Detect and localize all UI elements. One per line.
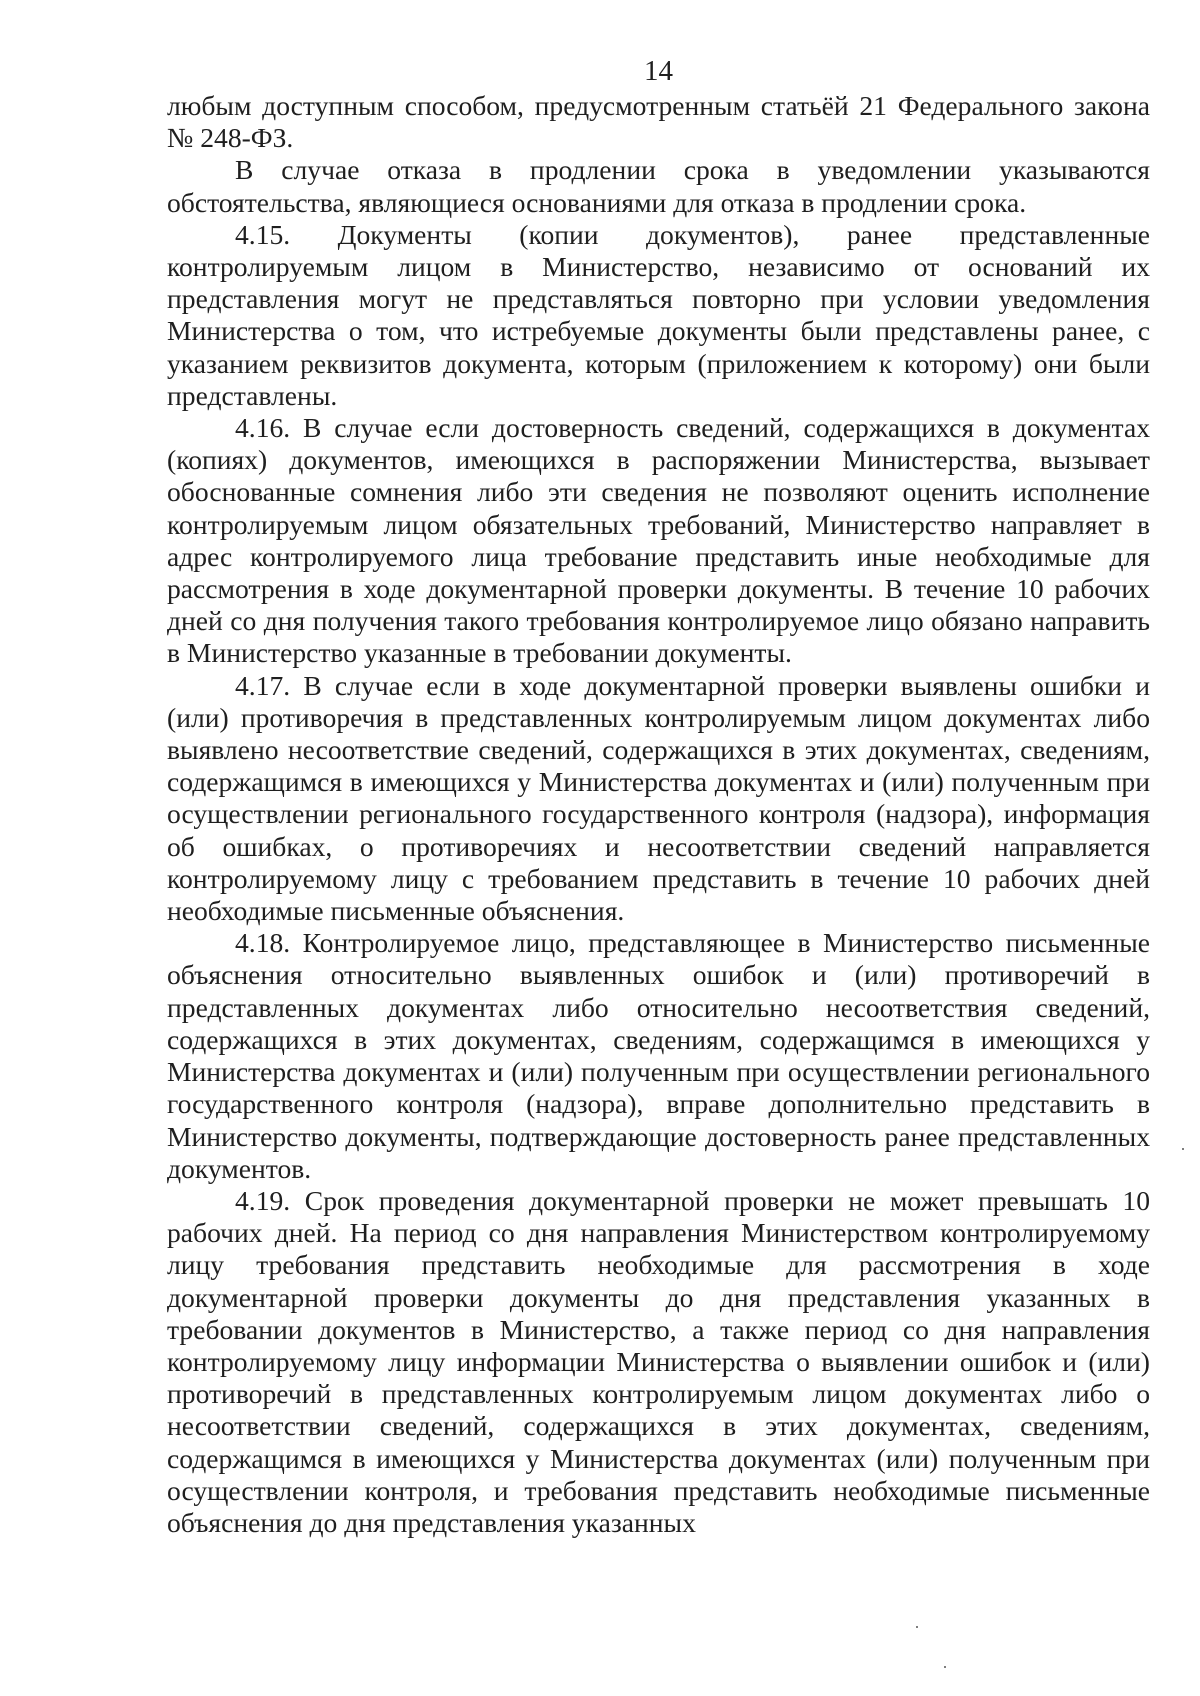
paragraph-continuation: любым доступным способом, предусмотренным статьёй 21 Федерального закона № 248-ФЗ.: [167, 90, 1150, 154]
page-number: 14: [644, 55, 673, 87]
paragraph-4-17: 4.17. В случае если в ходе документарной проверки выявлены ошибки и (или) противоречия в представленных контролируемым лицом документах либо выявлено несоответствие сведений, содержащихся в этих документах, сведениям, содержащимся в имеющихся у Министерства документах и (или) полученным при осуществлении регионального государственного контроля (надзора), информация об ошибках, о противоречиях и несоответствии сведений направляется контролируемому лицу с требованием представить в течение 10 рабочих дней необходимые письменные объяснения.: [167, 669, 1150, 927]
scan-speck: [944, 1666, 946, 1668]
paragraph-4-19: 4.19. Срок проведения документарной проверки не может превышать 10 рабочих дней. На период со дня направления Министерством контролируемому лицу требования представить необходимые для рассмотрения в ходе документарной проверки документы до дня представления указанных в требовании документов в Министерство, а также период со дня направления контролируемому лицу информации Министерства о выявлении ошибок и (или) противоречий в представленных контролируемым лицом документах либо о несоответствии сведений, содержащихся в этих документах, сведениям, содержащимся в имеющихся у Министерства документах (или) полученным при осуществлении контроля, и требования представить необходимые письменные объяснения до дня представления указанных: [167, 1184, 1150, 1538]
scan-speck: [916, 1626, 918, 1628]
scan-speck: [1182, 1148, 1184, 1150]
paragraph-4-16: 4.16. В случае если достоверность сведений, содержащихся в документах (копиях) документов, имеющихся в распоряжении Министерства, вызывает обоснованные сомнения либо эти сведения не позволяют оценить исполнение контролируемым лицом обязательных требований, Министерство направляет в адрес контролируемого лица требование представить иные необходимые для рассмотрения в ходе документарной проверки документы. В течение 10 рабочих дней со дня получения такого требования контролируемое лицо обязано направить в Министерство указанные в требовании документы.: [167, 412, 1150, 669]
paragraph-4-18: 4.18. Контролируемое лицо, представляющее в Министерство письменные объяснения относительно выявленных ошибок и (или) противоречий в представленных документах либо относительно несоответствия сведений, содержащихся в этих документах, сведениям, содержащимся в имеющихся у Министерства документах и (или) полученным при осуществлении регионального государственного контроля (надзора), вправе дополнительно представить в Министерство документы, подтверждающие достоверность ранее представленных документов.: [167, 927, 1150, 1184]
paragraph-refusal-notice: В случае отказа в продлении срока в уведомлении указываются обстоятельства, являющиеся основаниями для отказа в продлении срока.: [167, 154, 1150, 218]
document-page: [167, 52, 1150, 1539]
paragraph-4-15: 4.15. Документы (копии документов), ранее представленные контролируемым лицом в Министерство, независимо от оснований их представления могут не представляться повторно при условии уведомления Министерства о том, что истребуемые документы были представлены ранее, с указанием реквизитов документа, которым (приложением к которому) они были представлены.: [167, 218, 1150, 411]
